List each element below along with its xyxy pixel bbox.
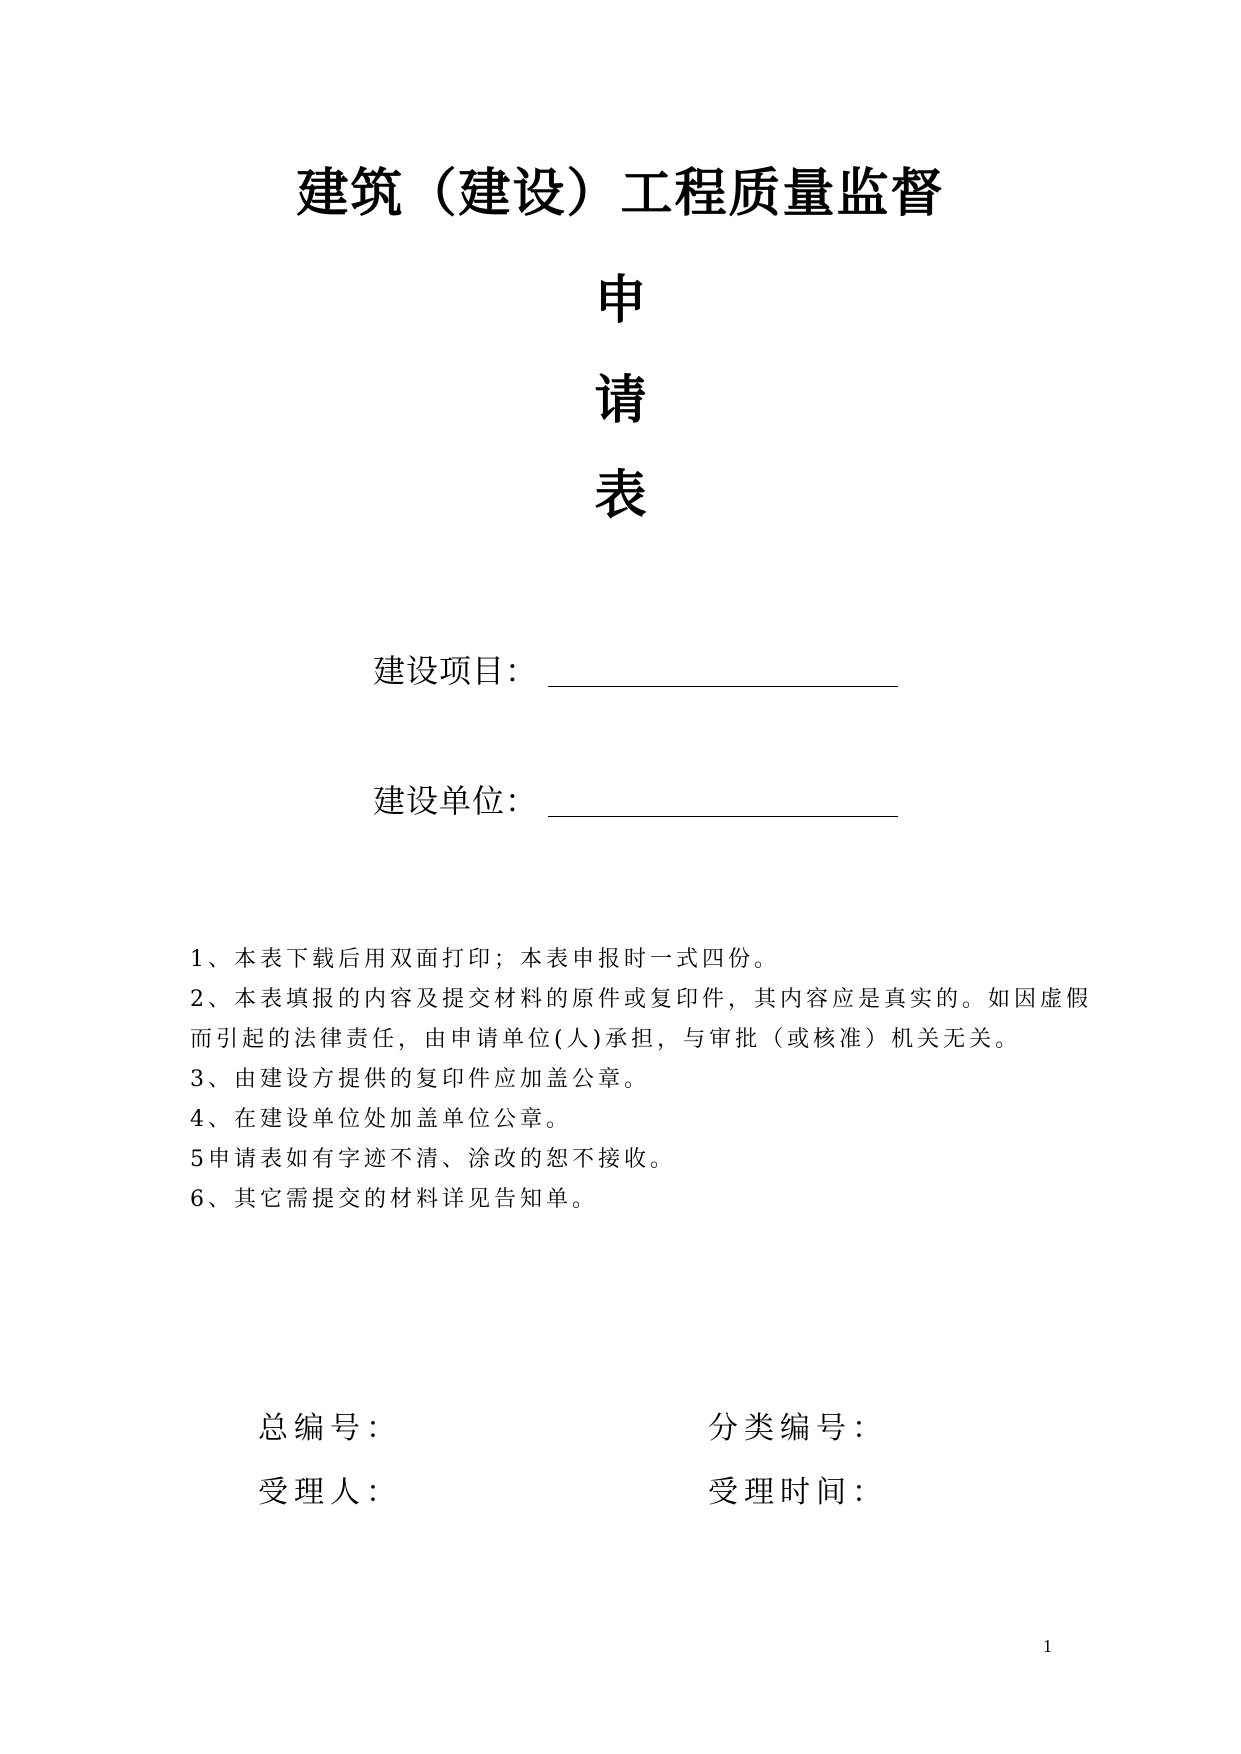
project-field [373,652,898,690]
project-label: 建设项目： [373,652,539,690]
note-line: 3、由建设方提供的复印件应加盖公章。 [190,1067,650,1092]
unit-input-line[interactable] [548,786,898,817]
receiver-label: 受理人： [258,1475,402,1510]
note-line: 2、本表填报的内容及提交材料的原件或复印件，其内容应是真实的。如因虚假 [190,987,1092,1012]
note-line: 而引起的法律责任，由申请单位(人)承担，与审批（或核准）机关无关。 [190,1027,1022,1052]
unit-field [373,782,898,820]
document-title: 建筑（建设）工程质量监督 [296,164,945,224]
unit-label: 建设单位： [373,782,539,820]
note-line: 1、本表下载后用双面打印；本表申报时一式四份。 [190,947,780,972]
title-char-biao: 表 [594,466,647,526]
receive-time-label: 受理时间： [708,1475,888,1510]
note-line: 6、其它需提交的材料详见告知单。 [190,1187,598,1212]
total-number-label: 总编号： [258,1411,402,1446]
note-line: 5申请表如有字迹不清、涂改的恕不接收。 [190,1147,676,1172]
title-char-qing: 请 [594,371,647,431]
title-char-shen: 申 [594,271,647,331]
notes-list [190,940,1092,1220]
category-number-label: 分类编号： [708,1411,888,1446]
project-input-line[interactable] [548,656,898,687]
note-line: 4、在建设单位处加盖单位公章。 [190,1107,572,1132]
page-number: 1 [1043,1636,1052,1656]
